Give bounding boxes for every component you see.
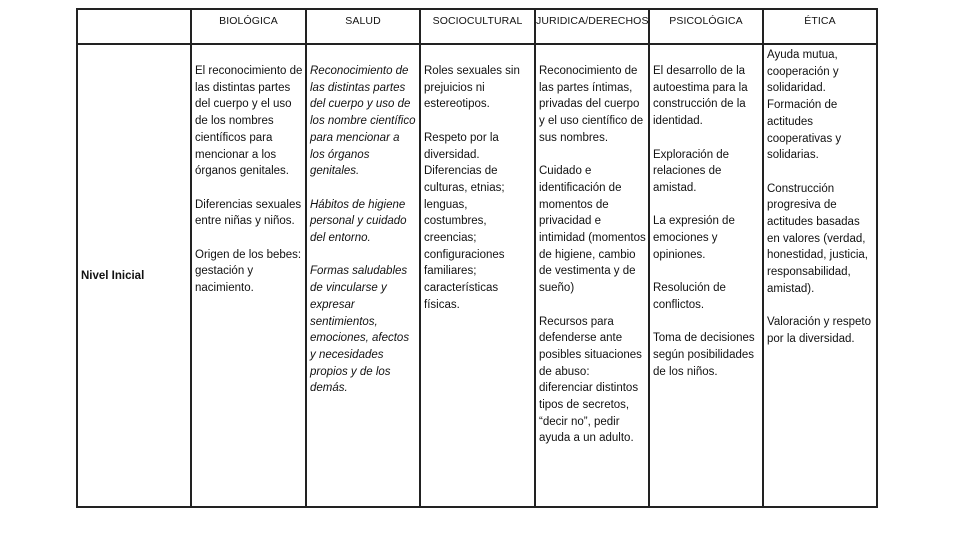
juridica-item: Cuidado e identificación de momentos de privacidad e intimidad (momentos de higiene, cambio de vestimenta y de sueño) — [539, 165, 646, 295]
psicologica-item: Resolución de conflictos. — [653, 282, 726, 311]
etica-item: Ayuda mutua, cooperación y solidaridad. Formación de actitudes cooperativas y solidarias. — [767, 49, 842, 162]
salud-item: Reconocimiento de las distintas partes del cuerpo y uso de los nombre científico para mencionar a los órganos genitales. — [310, 65, 416, 178]
curriculum-table — [76, 8, 878, 508]
header-sociocultural: SOCIOCULTURAL — [420, 9, 535, 44]
salud-item: Formas saludables de vincularse y expresar sentimientos, emociones, afectos y necesidades propios y de los demás. — [310, 265, 410, 395]
cell-psicologica — [649, 44, 763, 507]
header-salud: SALUD — [306, 9, 420, 44]
header-corner-cell — [77, 9, 191, 44]
biologica-item: Origen de los bebes: gestación y nacimiento. — [195, 248, 302, 295]
header-juridica: JURIDICA/DERECHOS — [535, 9, 649, 44]
psicologica-item: El desarrollo de la autoestima para la construcción de la identidad. — [653, 65, 748, 128]
etica-item: Construcción progresiva de actitudes basadas en valores (verdad, honestidad, justicia, responsabilidad, amistad). — [767, 182, 869, 295]
salud-item: Hábitos de higiene personal y cuidado del entorno. — [310, 198, 407, 245]
biologica-item: Diferencias sexuales entre niñas y niños. — [195, 198, 302, 228]
header-biologica: BIOLÓGICA — [191, 9, 306, 44]
header-etica: ÉTICA — [763, 9, 877, 44]
cell-sociocultural — [420, 44, 535, 507]
sociocultural-item: Roles sexuales sin prejuicios ni estereotipos. — [424, 65, 520, 111]
psicologica-item: Toma de decisiones según posibilidades de los niños. — [653, 332, 755, 378]
cell-juridica — [535, 44, 649, 507]
etica-item: Valoración y respeto por la diversidad. — [767, 316, 871, 345]
psicologica-item: La expresión de emociones y opiniones. — [653, 215, 735, 261]
header-psicologica: PSICOLÓGICA — [649, 9, 763, 44]
nivel-inicial-row — [77, 44, 877, 507]
header-row — [77, 9, 877, 44]
juridica-item: Reconocimiento de las partes íntimas, privadas del cuerpo y el uso científico de sus nombres. — [539, 65, 644, 144]
cell-etica — [763, 44, 877, 507]
row-label-nivel-inicial: Nivel Inicial — [77, 44, 191, 507]
cell-biologica — [191, 44, 306, 507]
juridica-item: Recursos para defenderse ante posibles situaciones de abuso: diferenciar distintos tipos de secretos, “decir no”, pedir ayuda a un adulto. — [539, 315, 642, 445]
biologica-item: El reconocimiento de las distintas partes del cuerpo y el uso de los nombres científicos para mencionar a los órganos genitales. — [195, 65, 303, 178]
psicologica-item: Exploración de relaciones de amistad. — [653, 148, 730, 194]
cell-salud — [306, 44, 420, 507]
sociocultural-item: Respeto por la diversidad. Diferencias de culturas, etnias; lenguas, costumbres, creencias; configuraciones familiares; características físicas. — [424, 131, 505, 311]
